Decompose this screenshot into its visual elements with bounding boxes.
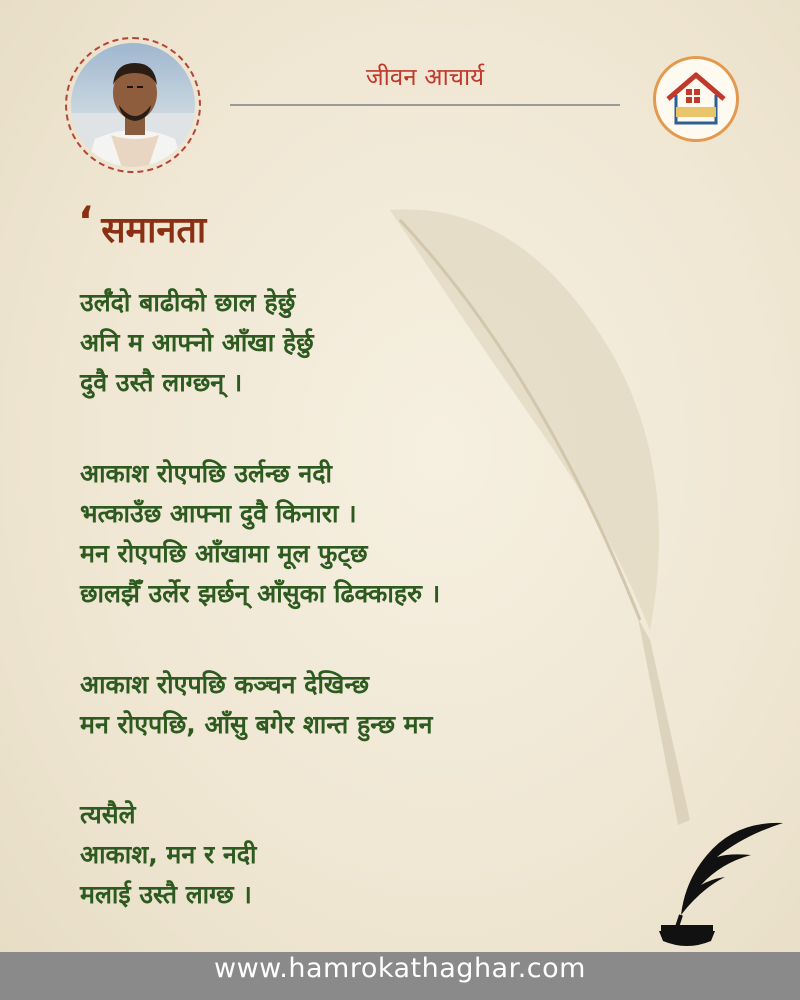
poem-line: उर्लँदो बाढीको छाल हेर्छु <box>80 288 296 317</box>
poem-line: छालझैँ उर्लेर झर्छन् आँसुका ढिक्काहरु । <box>80 579 441 608</box>
poem-stanza-3 <box>80 665 433 745</box>
poem-line: मन रोएपछि, आँसु बगेर शान्त हुन्छ मन <box>80 710 433 739</box>
author-name: जीवन आचार्य <box>365 63 485 91</box>
poem-stanza-2 <box>80 454 440 614</box>
person-portrait-icon <box>71 43 195 167</box>
poem-line: दुवै उस्तै लाग्छन् । <box>80 368 243 397</box>
poem-line: त्यसैले <box>80 800 136 829</box>
footer-bar <box>0 952 800 1000</box>
header-divider <box>230 104 620 106</box>
website-link[interactable]: www.hamrokathaghar.com <box>214 953 586 984</box>
quote-mark-icon: ‘ <box>78 198 94 245</box>
quill-ink-icon <box>655 815 790 955</box>
poem-stanza-4 <box>80 795 257 915</box>
author-photo <box>71 43 195 167</box>
poem-line: भत्काउँछ आफ्ना दुवै किनारा । <box>80 499 357 528</box>
poem-line: आकाश रोएपछि उर्लन्छ नदी <box>80 459 333 488</box>
poem-line: आकाश रोएपछि कञ्चन देखिन्छ <box>80 670 370 699</box>
poem-line: अनि म आफ्नो आँखा हेर्छु <box>80 328 314 357</box>
author-avatar <box>65 37 201 173</box>
house-icon <box>656 59 736 139</box>
poem-line: मलाई उस्तै लाग्छ । <box>80 880 252 909</box>
poem-line: आकाश, मन र नदी <box>80 840 257 869</box>
poem-line: मन रोएपछि आँखामा मूल फुट्छ <box>80 539 368 568</box>
poem-stanza-1 <box>80 283 314 403</box>
poem-title <box>78 198 207 253</box>
poem-title-text: समानता <box>101 210 207 251</box>
home-logo-icon <box>653 56 739 142</box>
